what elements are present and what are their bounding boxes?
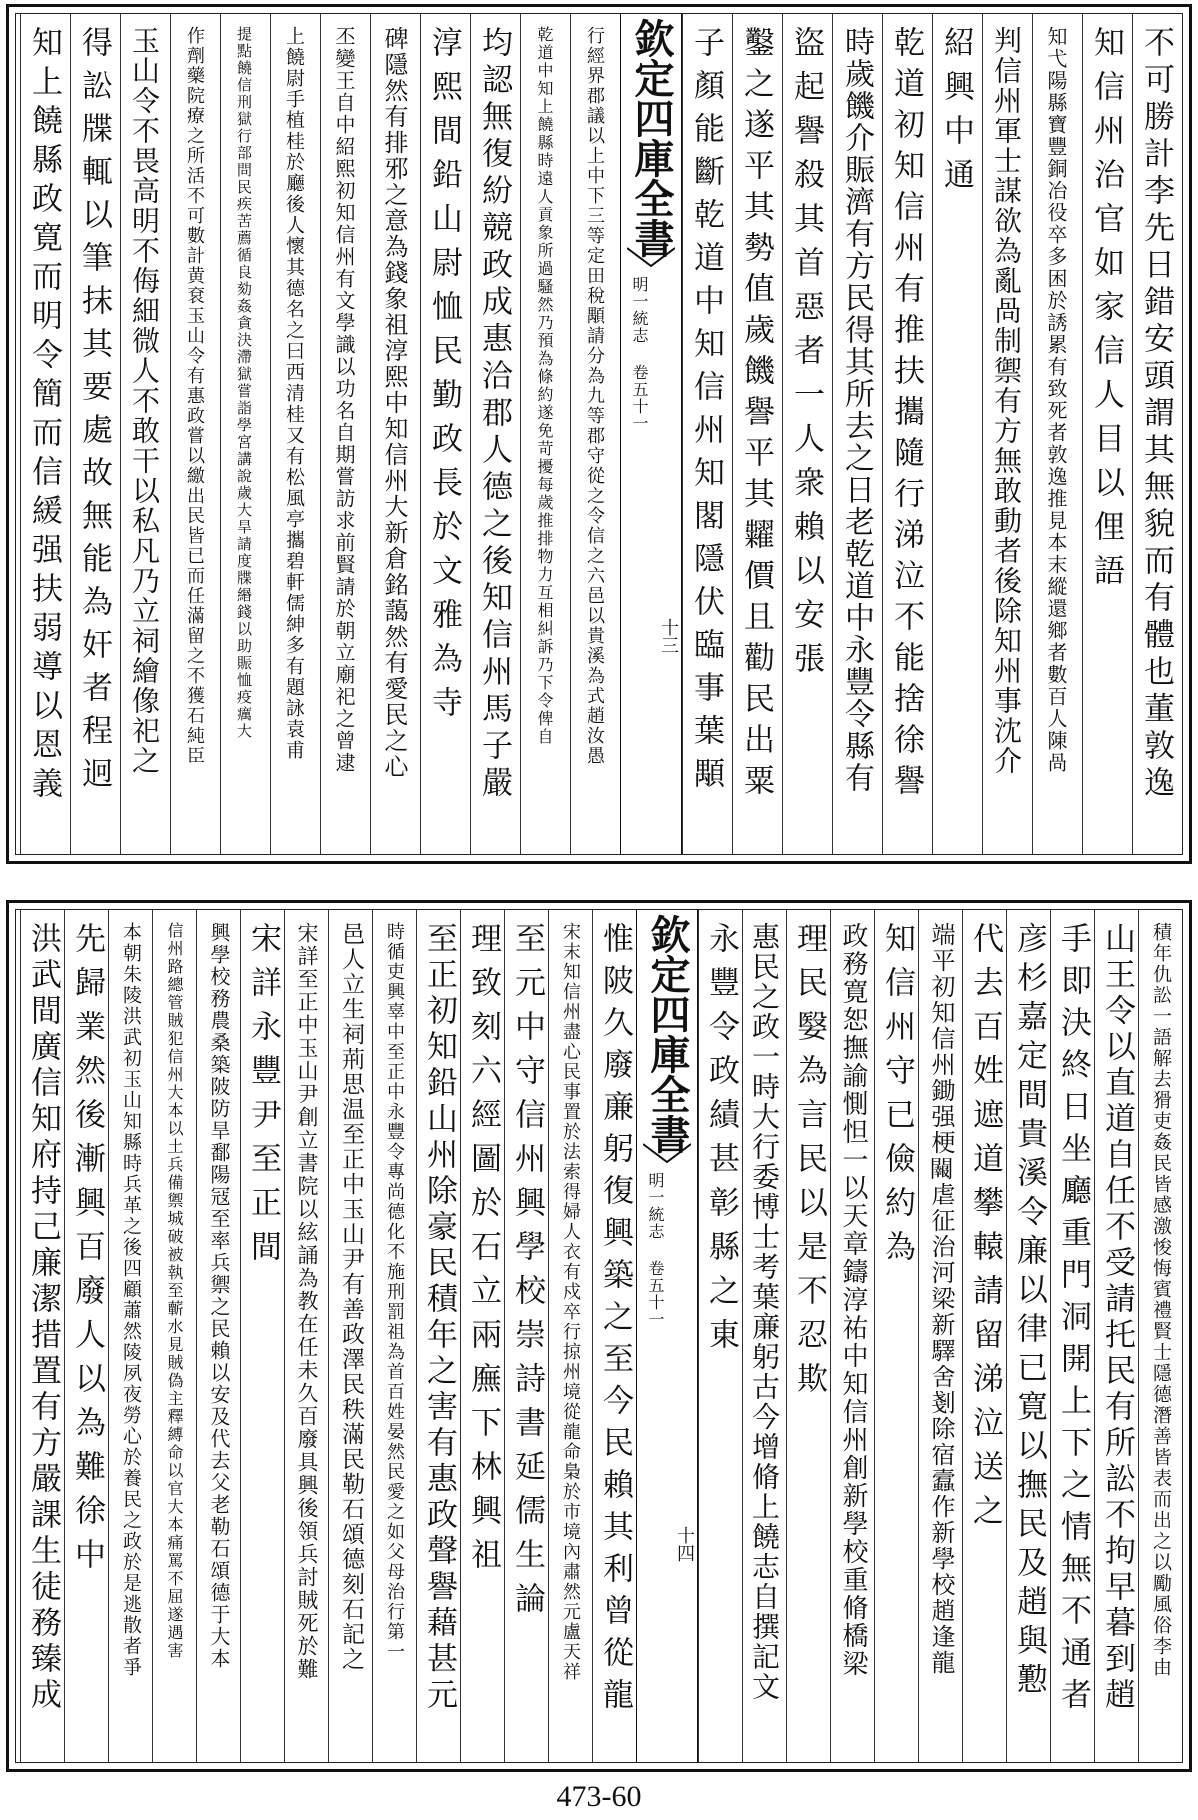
text-column: [170, 14, 220, 854]
column-text: 知信州治官如家信人目以俚語: [1088, 26, 1124, 598]
column-text: 作劑藥院療之所活不可數計黄袞玉山令有惠政嘗以繳出民皆已而任滿留之不獲石純臣: [184, 26, 205, 766]
column-text: 得訟牒輒以筆抹其要處故無能為奸者程迥: [76, 26, 112, 800]
text-column: [70, 14, 120, 854]
top-page: [6, 4, 1192, 864]
fish-tail-mark-icon: [643, 1142, 691, 1168]
text-column: [830, 910, 874, 1762]
text-column: [882, 14, 932, 854]
column-text: 子顏能斷乾道中知信州知閣隱伏臨事葉顒: [688, 26, 724, 800]
column-text: 信州路總管賊犯信州大本以土兵備禦城破被執至蘄水見賊偽主釋縛命以官大本痛罵不屈遂遇害: [165, 922, 184, 1660]
text-column: [416, 910, 460, 1762]
text-column: [782, 14, 832, 854]
text-column: [470, 14, 520, 854]
fold-title: 欽定四庫全書: [628, 18, 675, 258]
top-page-frame: [15, 13, 1183, 855]
text-column: [1006, 910, 1050, 1762]
text-column: [982, 14, 1032, 854]
text-column: [548, 910, 592, 1762]
text-column: [874, 910, 918, 1762]
column-text: 盜起譽殺其首惡者一人衆賴以安張: [788, 26, 824, 686]
text-column: [1032, 14, 1082, 854]
column-text: 知信州守已儉約為: [879, 922, 915, 1274]
column-text: 均認無復紛競政成惠洽郡人德之後知信州馬子嚴: [476, 26, 512, 803]
text-column: [570, 14, 620, 854]
text-column: [320, 14, 370, 854]
text-column: [504, 910, 548, 1762]
bottom-page: [6, 900, 1192, 1772]
column-text: 理民嫛為言民以是不忍欺: [791, 922, 827, 1406]
text-column: [196, 910, 240, 1762]
column-text: 至正初知鉛山州除豪民積年之害有惠政聲譽藉甚元: [421, 922, 457, 1714]
column-text: 手即決終日坐廳重門洞開上下之情無不通者: [1055, 922, 1091, 1720]
text-column: [1132, 14, 1182, 854]
text-column: [420, 14, 470, 854]
column-text: 宋詳永豐尹至正間: [245, 922, 281, 1274]
column-text: 代去百姓遮道攀轅請留涕泣送之: [967, 922, 1003, 1538]
text-column: [682, 14, 732, 854]
column-text: 知弋陽縣寶豐銅冶役卒多困於誘累有致死者敦逸推見本末縱還鄉者數百人陳咼: [1044, 26, 1068, 774]
text-column: [20, 14, 70, 854]
column-text: 紹興中通: [938, 26, 974, 202]
column-text: 碑隱然有排邪之意為錢象祖淳熙中知信州大新倉銘藹然有愛民之心: [380, 26, 408, 780]
column-text: 時循吏興辜中至正中永豐令專尚德化不施刑罰祖為首百姓晏然民愛之如父母治行第一: [384, 922, 405, 1662]
column-text: 丕變王自中紹熙初知信州有文學識以功名自期嘗訪求前賢請於朝立廟祀之曾逮: [332, 26, 356, 774]
column-text: 不可勝計李先日錯安頭謂其無貌而有體也董敦逸: [1138, 26, 1174, 803]
text-column: [460, 910, 504, 1762]
text-column: [372, 910, 416, 1762]
text-column: [918, 910, 962, 1762]
column-text: 鑿之遂平其勢值歲饑譽平其糶價且勸民出粟: [738, 26, 774, 805]
text-column: [1082, 14, 1132, 854]
column-text: 提點饒信刑獄行部問民疾苦薦循良劾姦貪決滯獄嘗詣學宮講說歲大旱請度牒緡錢以助賑恤疫癘大: [235, 26, 253, 740]
column-text: 惠民之政一時大行委博士考葉亷躬古今增脩上饒志自撰記文: [748, 922, 781, 1702]
text-column: [370, 14, 420, 854]
text-column: [786, 910, 830, 1762]
column-text: 永豐令政績甚彰縣之東: [703, 922, 739, 1362]
column-text: 興學校務農桑築陂防旱鄱陽冦至率兵禦之民賴以安及代去父老勒石頌德于大本: [207, 922, 231, 1670]
fold-page-number: 十三: [658, 618, 679, 654]
column-text: 淳熙間鉛山尉恤民勤政長於文雅為寺: [426, 26, 462, 730]
column-text: 判信州軍士謀欲為亂咼制禦有方無敢動者後除知州事沈介: [990, 26, 1023, 776]
text-column: [742, 910, 786, 1762]
bottom-columns: [16, 910, 1182, 1762]
page-footer-number: 473-60: [556, 1780, 642, 1813]
column-text: 乾道初知信州有推扶攜隨行涕泣不能捨徐譽: [888, 26, 924, 805]
text-column: [64, 910, 108, 1762]
bottom-page-frame: [15, 909, 1183, 1763]
fold-title: 欽定四庫全書: [644, 914, 691, 1154]
text-column: [220, 14, 270, 854]
column-text: 彦杉嘉定間貴溪令廉以律已寛以撫民及趙與懃: [1011, 922, 1047, 1702]
text-column: [1050, 910, 1094, 1762]
text-column: [932, 14, 982, 854]
column-text: 宋末知信州盡心民事置於法索得婦人衣有戍卒行掠州境從龍命梟於市境內肅然元盧天祥: [560, 922, 581, 1682]
text-column: [698, 910, 742, 1762]
text-column: [270, 14, 320, 854]
column-text: 積年仇訟一語解去猾吏姦民皆感激悛悔賓禮賢士隱德潛善皆表而出之以勵風俗李由: [1150, 922, 1172, 1678]
text-column: [832, 14, 882, 854]
text-column: [20, 910, 64, 1762]
column-text: 政務寛恕撫諭惻怛一以天章鑄淳祐中知信州創新學校重脩橋梁: [838, 922, 868, 1678]
text-column: [962, 910, 1006, 1762]
column-text: 行經界郡議以上中下三等定田稅顒請分為九等郡守從之令信之六邑以貴溪為式趙汝愚: [584, 26, 605, 766]
column-text: 惟陂久廢亷躬復興築之至今民賴其利曾從龍: [597, 922, 633, 1720]
column-text: 玉山令不畏高明不侮細微人不敢干以私凡乃立祠繪像祀之: [128, 26, 161, 776]
center-fold: [620, 14, 682, 854]
text-column: [328, 910, 372, 1762]
column-text: 宋詳至正中玉山尹創立書院以絃誦為教在任未久百廢具興後領兵討賊死於難: [295, 922, 319, 1681]
text-column: [120, 14, 170, 854]
top-columns: [16, 14, 1182, 854]
column-text: 邑人立生祠荊思温至正中玉山尹有善政澤民秩滿民勒石頌德刻石記之: [338, 922, 364, 1672]
text-column: [592, 910, 636, 1762]
text-column: [1094, 910, 1138, 1762]
text-column: [284, 910, 328, 1762]
column-text: 至元中守信州興學校崇詩書延儒生論: [509, 922, 545, 1626]
center-fold: [636, 910, 698, 1762]
column-text: 上饒尉手植桂於廳後人懷其德名之曰西清桂又有松風亭攜碧軒儒紳多有題詠袁甫: [283, 26, 305, 761]
text-column: [108, 910, 152, 1762]
column-text: 本朝朱陵洪武初玉山知縣時兵革之後四顧蕭然陵夙夜勞心於養民之政於是逃散者爭: [120, 922, 142, 1678]
text-column: [152, 910, 196, 1762]
fold-volume-label: 明一統志 卷五十一: [630, 276, 649, 432]
text-column: [732, 14, 782, 854]
text-column: [240, 910, 284, 1762]
column-text: 乾道中知上饒縣時遠人貢象所過騷然乃預為條約遂免苛擾每歲推排物力互相糾訴乃下令俾自: [535, 26, 554, 746]
column-text: 洪武間廣信知府持己廉潔措置有方嚴課生徒務臻成: [25, 922, 61, 1714]
fold-page-number: 十四: [674, 1526, 695, 1562]
fish-tail-mark-icon: [627, 246, 675, 272]
column-text: 先歸業然後漸興百廢人以為難徐中: [69, 922, 105, 1582]
text-column: [1138, 910, 1182, 1762]
column-text: 時歲饑介賑濟有方民得其所去之日老乾道中永豐令縣有: [839, 26, 874, 794]
text-column: [520, 14, 570, 854]
column-text: 端平初知信州鋤强梗𨷂虐征治河梁新驛舍剗除宿蠧作新學校趙逢龍: [927, 922, 955, 1676]
column-text: 山王令以直道自任不受請托民有所訟不拘早暮到趙: [1099, 922, 1135, 1714]
column-text: 知上饒縣政寛而明令簡而信緩强扶弱導以恩義: [26, 26, 62, 806]
column-text: 理致刻六經圖於石立兩廡下林興祖: [465, 922, 501, 1582]
fold-volume-label: 明一統志 卷五十一: [646, 1172, 665, 1328]
